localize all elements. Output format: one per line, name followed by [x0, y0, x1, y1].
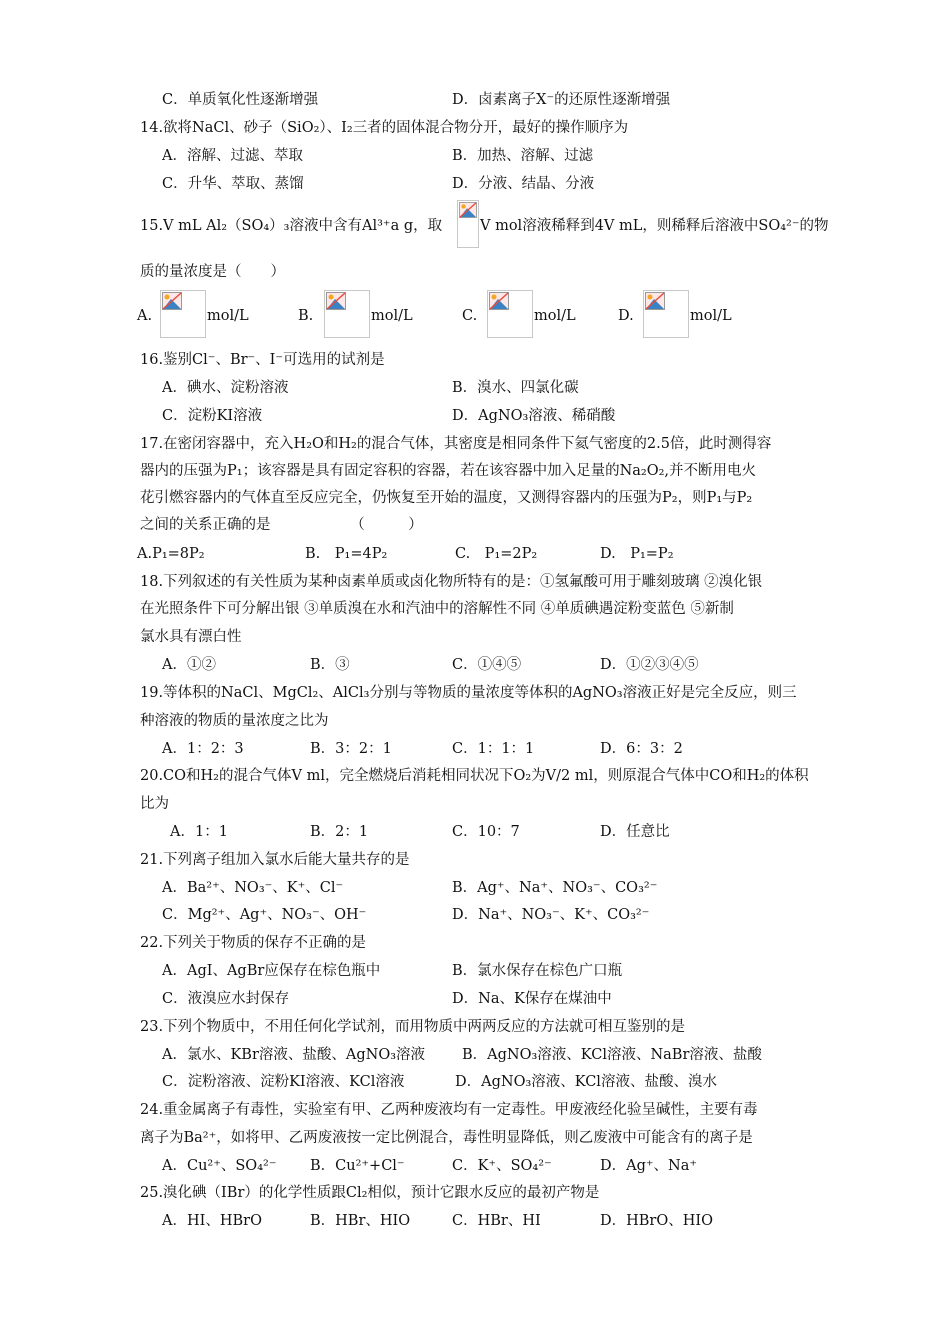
q17-option-b: B. P₁=4P₂	[305, 546, 388, 562]
broken-image-icon	[459, 202, 477, 218]
option-d-formula-image	[643, 290, 689, 338]
q18-option-c: C．①④⑤	[452, 657, 522, 673]
q13-option-c: C．单质氧化性逐渐增强	[162, 92, 319, 108]
q16-option-b: B．溴水、四氯化碳	[452, 380, 579, 396]
q25-option-d: D．HBrO、HIO	[600, 1213, 714, 1229]
q20-stem-line2: 比为	[140, 796, 169, 812]
q14-option-d: D．分液、结晶、分液	[452, 176, 595, 192]
q15-option-b-label: B.	[298, 308, 314, 324]
q24-option-b: B．Cu²⁺+Cl⁻	[310, 1158, 405, 1174]
q21-stem: 21.下列离子组加入氯水后能大量共存的是	[140, 852, 410, 868]
q21-option-a: A．Ba²⁺、NO₃⁻、K⁺、Cl⁻	[162, 880, 344, 896]
q17-option-c: C. P₁=2P₂	[455, 546, 538, 562]
q21-option-d: D．Na⁺、NO₃⁻、K⁺、CO₃²⁻	[452, 907, 650, 923]
q20-stem-line1: 20.CO和H₂的混合气体V ml，完全燃烧后消耗相同状况下O₂为V/2 ml，则原混合气体中CO和H₂的体积	[140, 768, 809, 784]
q23-option-c: C．淀粉溶液、淀粉KI溶液、KCl溶液	[162, 1074, 405, 1090]
q18-stem-line3: 氯水具有漂白性	[140, 629, 242, 645]
q15-option-c-unit: mol/L	[534, 308, 576, 324]
q23-stem: 23.下列个物质中，不用任何化学试剂，而用物质中两两反应的方法就可相互鉴别的是	[140, 1019, 686, 1035]
q17-option-a: A.P₁=8P₂	[137, 546, 205, 562]
q17-option-d: D. P₁=P₂	[600, 546, 674, 562]
q20-option-b: B．2：1	[310, 824, 369, 840]
q14-stem: 14.欲将NaCl、砂子（SiO₂）、I₂三者的固体混合物分开，最好的操作顺序为	[140, 120, 629, 136]
broken-image-icon	[326, 292, 346, 310]
q24-option-d: D．Ag⁺、Na⁺	[600, 1158, 698, 1174]
q18-stem-line2: 在光照条件下可分解出银 ③单质溴在水和汽油中的溶解性不同 ④单质碘遇淀粉变蓝色 ⑤新制	[140, 601, 734, 617]
q19-option-b: B．3：2：1	[310, 741, 392, 757]
q19-option-a: A．1：2：3	[162, 741, 244, 757]
q18-option-d: D．①②③④⑤	[600, 657, 699, 673]
q17-stem-line1: 17.在密闭容器中，充入H₂O和H₂的混合气体，其密度是相同条件下氦气密度的2.5倍，此时测得容	[140, 436, 772, 452]
q15-option-d-label: D.	[618, 308, 634, 324]
q24-stem-line1: 24.重金属离子有毒性，实验室有甲、乙两种废液均有一定毒性。甲废液经化验呈碱性，主要有毒	[140, 1102, 758, 1118]
q25-option-c: C．HBr、HI	[452, 1213, 541, 1229]
q23-option-d: D．AgNO₃溶液、KCl溶液、盐酸、溴水	[455, 1074, 717, 1090]
q15-stem-line2: 质的量浓度是（ ）	[140, 264, 285, 280]
q25-stem: 25.溴化碘（IBr）的化学性质跟Cl₂相似，预计它跟水反应的最初产物是	[140, 1185, 600, 1201]
q16-option-c: C．淀粉KI溶液	[162, 408, 263, 424]
option-b-formula-image	[324, 290, 370, 338]
q18-stem-line1: 18.下列叙述的有关性质为某种卤素单质或卤化物所特有的是：①氢氟酸可用于雕刻玻璃 ②溴化银	[140, 574, 763, 590]
q22-option-a: A．AgI、AgBr应保存在棕色瓶中	[162, 963, 381, 979]
q19-stem-line1: 19.等体积的NaCl、MgCl₂、AlCl₃分别与等物质的量浓度等体积的AgNO₃溶液正好是完全反应，则三	[140, 685, 797, 701]
q17-stem-line4: 之间的关系正确的是 （ ）	[140, 517, 423, 533]
q18-option-a: A．①②	[162, 657, 216, 673]
q14-option-b: B．加热、溶解、过滤	[452, 148, 594, 164]
q24-option-a: A．Cu²⁺、SO₄²⁻	[162, 1158, 277, 1174]
q16-stem: 16.鉴别Cl⁻、Br⁻、I⁻可选用的试剂是	[140, 352, 385, 368]
q15-option-d-unit: mol/L	[690, 308, 732, 324]
q24-option-c: C．K⁺、SO₄²⁻	[452, 1158, 552, 1174]
q23-option-a: A．氯水、KBr溶液、盐酸、AgNO₃溶液	[162, 1047, 426, 1063]
option-a-formula-image	[160, 290, 206, 338]
q17-stem-line3: 花引燃容器内的气体直至反应完全，仍恢复至开始的温度，又测得容器内的压强为P₂，则P₁与P₂	[140, 490, 753, 506]
q19-option-d: D．6：3：2	[600, 741, 683, 757]
q15-stem-part1: 15.V mL Al₂（SO₄）₃溶液中含有Al³⁺a g，取	[140, 218, 443, 234]
q25-option-a: A．HI、HBrO	[162, 1213, 262, 1229]
q14-option-c: C．升华、萃取、蒸馏	[162, 176, 304, 192]
q22-stem: 22.下列关于物质的保存不正确的是	[140, 935, 367, 951]
q23-option-b: B．AgNO₃溶液、KCl溶液、NaBr溶液、盐酸	[462, 1047, 762, 1063]
q22-option-c: C．液溴应水封保存	[162, 991, 290, 1007]
q13-option-d: D．卤素离子X⁻的还原性逐渐增强	[452, 92, 671, 108]
q22-option-b: B．氯水保存在棕色广口瓶	[452, 963, 623, 979]
q15-stem-part2: V mol溶液稀释到4V mL，则稀释后溶液中SO₄²⁻的物	[480, 218, 829, 234]
q22-option-d: D．Na、K保存在煤油中	[452, 991, 612, 1007]
q25-option-b: B．HBr、HIO	[310, 1213, 411, 1229]
broken-image-icon	[162, 292, 182, 310]
q14-option-a: A．溶解、过滤、萃取	[162, 148, 303, 164]
q18-option-b: B．③	[310, 657, 350, 673]
q21-option-c: C．Mg²⁺、Ag⁺、NO₃⁻、OH⁻	[162, 907, 367, 923]
q15-option-a-label: A.	[137, 308, 153, 324]
q20-option-c: C．10：7	[452, 824, 520, 840]
q24-stem-line2: 离子为Ba²⁺，如将甲、乙两废液按一定比例混合，毒性明显降低，则乙废液中可能含有的离子是	[140, 1130, 753, 1146]
q16-option-d: D．AgNO₃溶液、稀硝酸	[452, 408, 616, 424]
broken-image-icon	[645, 292, 665, 310]
q15-option-c-label: C.	[462, 308, 478, 324]
q19-stem-line2: 种溶液的物质的量浓度之比为	[140, 713, 329, 729]
formula-image-placeholder	[457, 200, 479, 248]
q15-option-b-unit: mol/L	[371, 308, 413, 324]
q15-option-a-unit: mol/L	[207, 308, 249, 324]
option-c-formula-image	[487, 290, 533, 338]
q20-option-a: A．1：1	[170, 824, 228, 840]
q20-option-d: D．任意比	[600, 824, 670, 840]
q16-option-a: A．碘水、淀粉溶液	[162, 380, 289, 396]
q19-option-c: C．1：1：1	[452, 741, 535, 757]
q17-stem-line2: 器内的压强为P₁；该容器是具有固定容积的容器，若在该容器中加入足量的Na₂O₂,并不断用电火	[140, 463, 757, 479]
broken-image-icon	[489, 292, 509, 310]
q21-option-b: B．Ag⁺、Na⁺、NO₃⁻、CO₃²⁻	[452, 880, 658, 896]
